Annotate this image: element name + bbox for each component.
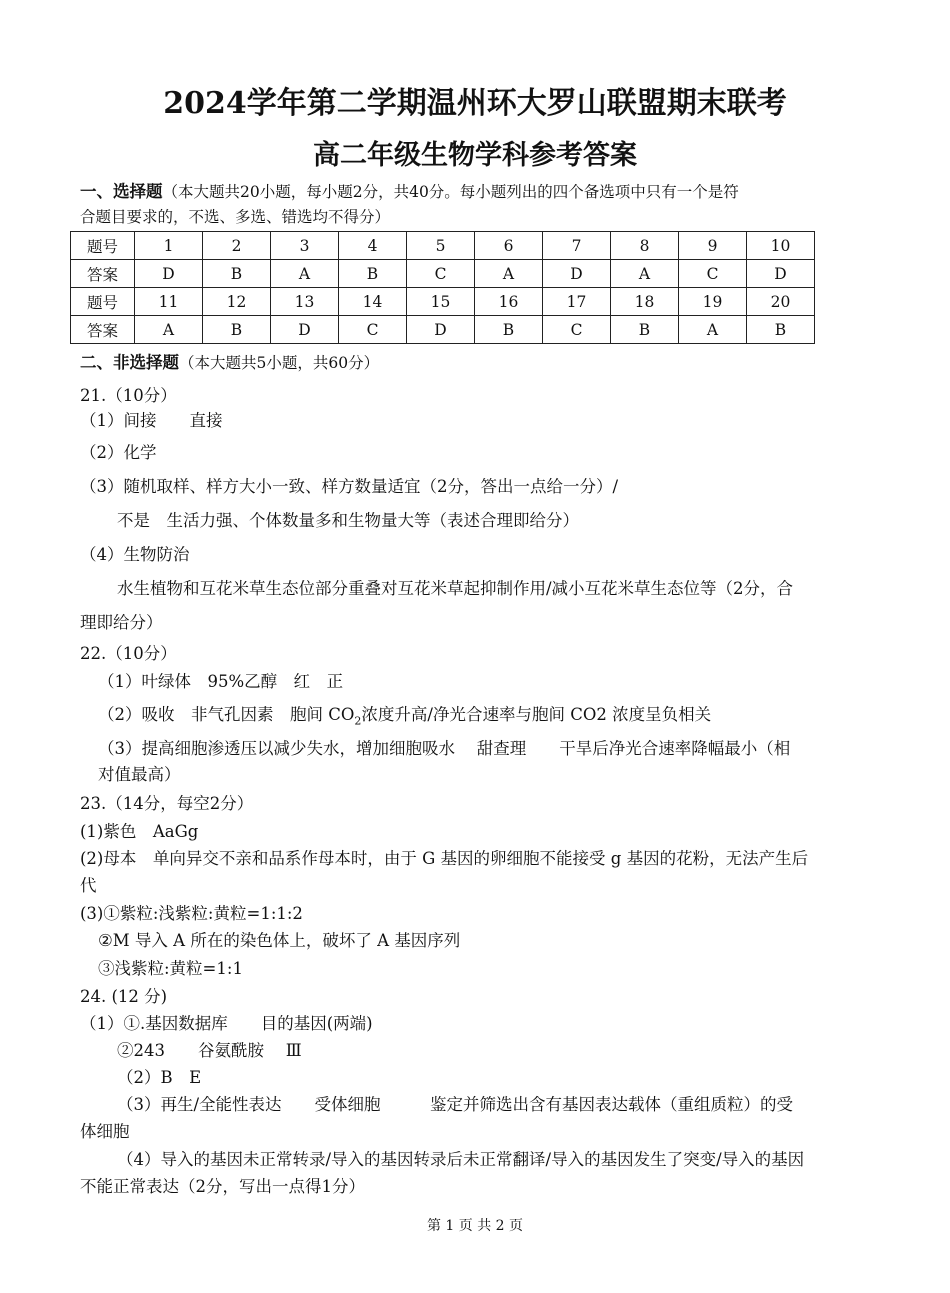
answer-table-row (71, 232, 815, 260)
answer-cell: 15 (407, 288, 475, 316)
answer-cell: 11 (135, 288, 203, 316)
answer-table-row (71, 288, 815, 316)
section1-line1 (80, 181, 739, 203)
answer-cell: 18 (611, 288, 679, 316)
answer-table (70, 231, 815, 344)
answer-cell: 20 (747, 288, 815, 316)
answer-cell: 16 (475, 288, 543, 316)
q23-line2: (2)母本 单向异交不亲和品系作母本时，由于 G 基因的卵细胞不能接受 g 基因的花粉，无法产生后 (80, 849, 809, 868)
q24-line7: 不能正常表达（2分，写出一点得1分） (80, 1177, 365, 1196)
answer-table-row (71, 260, 815, 288)
q23-line5: ②M 导入 A 所在的染色体上，破坏了 A 基因序列 (98, 931, 461, 950)
q21-line3: （3）随机取样、样方大小一致、样方数量适宜（2分，答出一点给一分）/ (80, 477, 619, 496)
answer-cell: D (543, 260, 611, 288)
answer-cell: 13 (271, 288, 339, 316)
q23-line3: 代 (80, 876, 97, 895)
answer-cell: A (679, 316, 747, 344)
answer-cell: B (203, 260, 271, 288)
q24-line5: 体细胞 (80, 1122, 130, 1141)
section1-note-line1: （本大题共20小题，每小题2分，共40分。每小题列出的四个备选项中只有一个是符 (162, 183, 739, 201)
answer-cell: 1 (135, 232, 203, 260)
q22-header: 22.（10分） (80, 644, 177, 663)
q22-line2 (98, 704, 711, 732)
row-label: 题号 (71, 232, 135, 260)
answer-cell: D (135, 260, 203, 288)
answer-cell: 5 (407, 232, 475, 260)
section2-line (80, 352, 379, 374)
answer-cell: C (339, 316, 407, 344)
document-title: 2024学年第二学期温州环大罗山联盟期末联考 (163, 86, 787, 121)
answer-cell: 17 (543, 288, 611, 316)
section1-note-line2: 合题目要求的，不选、多选、错选均不得分） (80, 208, 391, 226)
q21-line5: （4）生物防治 (80, 545, 190, 564)
answer-cell: 3 (271, 232, 339, 260)
answer-cell: A (475, 260, 543, 288)
q22-line3: （3）提高细胞渗透压以减少失水，增加细胞吸水 甜查理 干旱后净光合速率降幅最小（相 (98, 739, 791, 758)
answer-cell: D (407, 316, 475, 344)
page-footer: 第 1 页 共 2 页 (426, 1218, 524, 1234)
answer-cell: B (339, 260, 407, 288)
answer-cell: 4 (339, 232, 407, 260)
q23-line4: (3)①紫粒:浅紫粒:黄粒=1:1:2 (80, 904, 303, 923)
q24-line2: ②243 谷氨酰胺 Ⅲ (117, 1041, 302, 1060)
section2-note: （本大题共5小题，共60分） (179, 354, 380, 372)
q21-line2: （2）化学 (80, 443, 157, 462)
answer-cell: B (475, 316, 543, 344)
section1-heading: 一、选择题 (80, 182, 163, 201)
q24-line1: （1）①.基因数据库 目的基因(两端) (80, 1014, 373, 1033)
answer-cell: 7 (543, 232, 611, 260)
answer-cell: B (611, 316, 679, 344)
q22-line4: 对值最高） (98, 765, 181, 784)
row-label: 答案 (71, 260, 135, 288)
q23-header: 23.（14分，每空2分） (80, 794, 254, 813)
answer-cell: A (271, 260, 339, 288)
q24-line6: （4）导入的基因未正常转录/导入的基因转录后未正常翻译/导入的基因发生了突变/导入的基因 (117, 1150, 805, 1169)
q23-line1: (1)紫色 AaGg (80, 822, 199, 841)
q21-line1: （1）间接 直接 (80, 411, 223, 430)
q22-line2-part1: （2）吸收 非气孔因素 胞间 CO (98, 705, 355, 724)
q22-line1: （1）叶绿体 95%乙醇 红 正 (98, 672, 344, 691)
answer-cell: 19 (679, 288, 747, 316)
answer-cell: 2 (203, 232, 271, 260)
answer-cell: C (543, 316, 611, 344)
answer-cell: C (679, 260, 747, 288)
answer-table-row (71, 316, 815, 344)
answer-cell: D (271, 316, 339, 344)
q24-line4: （3）再生/全能性表达 受体细胞 鉴定并筛选出含有基因表达载体（重组质粒）的受 (117, 1095, 794, 1114)
q23-line6: ③浅紫粒:黄粒=1:1 (98, 959, 243, 978)
q21-line4: 不是 生活力强、个体数量多和生物量大等（表述合理即给分） (117, 511, 579, 530)
document-subtitle: 高二年级生物学科参考答案 (313, 140, 637, 171)
answer-cell: B (203, 316, 271, 344)
answer-cell: A (611, 260, 679, 288)
answer-cell: 6 (475, 232, 543, 260)
q21-line6: 水生植物和互花米草生态位部分重叠对互花米草起抑制作用/减小互花米草生态位等（2分，合 (117, 579, 794, 598)
q24-header: 24. (12 分) (80, 987, 168, 1006)
answer-cell: 9 (679, 232, 747, 260)
co2-subscript: 2 (354, 714, 362, 728)
answer-cell: B (747, 316, 815, 344)
answer-cell: 8 (611, 232, 679, 260)
section2-heading: 二、非选择题 (80, 353, 179, 372)
answer-cell: A (135, 316, 203, 344)
q21-header: 21.（10分） (80, 386, 177, 405)
q24-line3: （2）B E (117, 1068, 202, 1087)
answer-cell: C (407, 260, 475, 288)
answer-cell: D (747, 260, 815, 288)
q22-line2-part2: 浓度升高/净光合速率与胞间 CO2 浓度呈负相关 (361, 705, 712, 724)
answer-cell: 10 (747, 232, 815, 260)
q21-line7: 理即给分） (80, 613, 163, 632)
answer-cell: 14 (339, 288, 407, 316)
row-label: 答案 (71, 316, 135, 344)
answer-cell: 12 (203, 288, 271, 316)
row-label: 题号 (71, 288, 135, 316)
